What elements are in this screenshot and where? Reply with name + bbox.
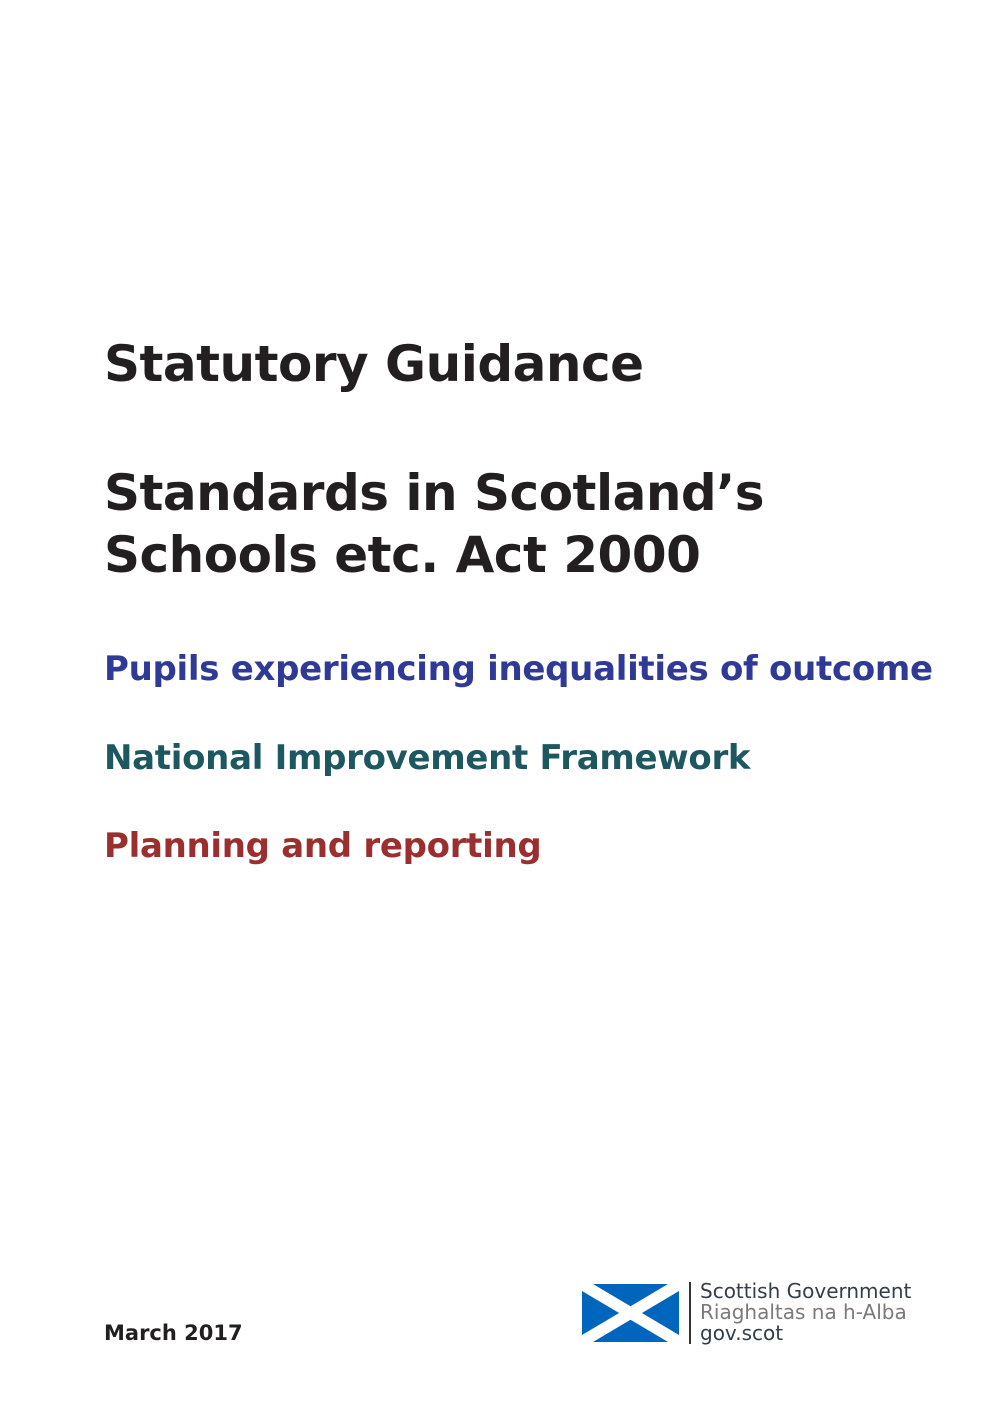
logo-website: gov.scot (700, 1321, 784, 1345)
logo-name-english: Scottish Government (700, 1279, 912, 1303)
document-title: Statutory Guidance (104, 335, 644, 393)
scottish-government-logo (582, 1279, 942, 1346)
logo-divider (689, 1282, 691, 1344)
subtitle-framework: National Improvement Framework (104, 738, 751, 778)
subtitle-planning: Planning and reporting (104, 826, 542, 866)
act-title: Standards in Scotland’s Schools etc. Act 2000 (104, 464, 764, 584)
saltire-flag-icon (582, 1284, 679, 1342)
subtitle-inequalities: Pupils experiencing inequalities of outcome (104, 649, 933, 689)
logo-name-gaelic: Riaghaltas na h-Alba (700, 1300, 907, 1324)
publication-date: March 2017 (104, 1321, 243, 1345)
logo-text (700, 1281, 911, 1344)
